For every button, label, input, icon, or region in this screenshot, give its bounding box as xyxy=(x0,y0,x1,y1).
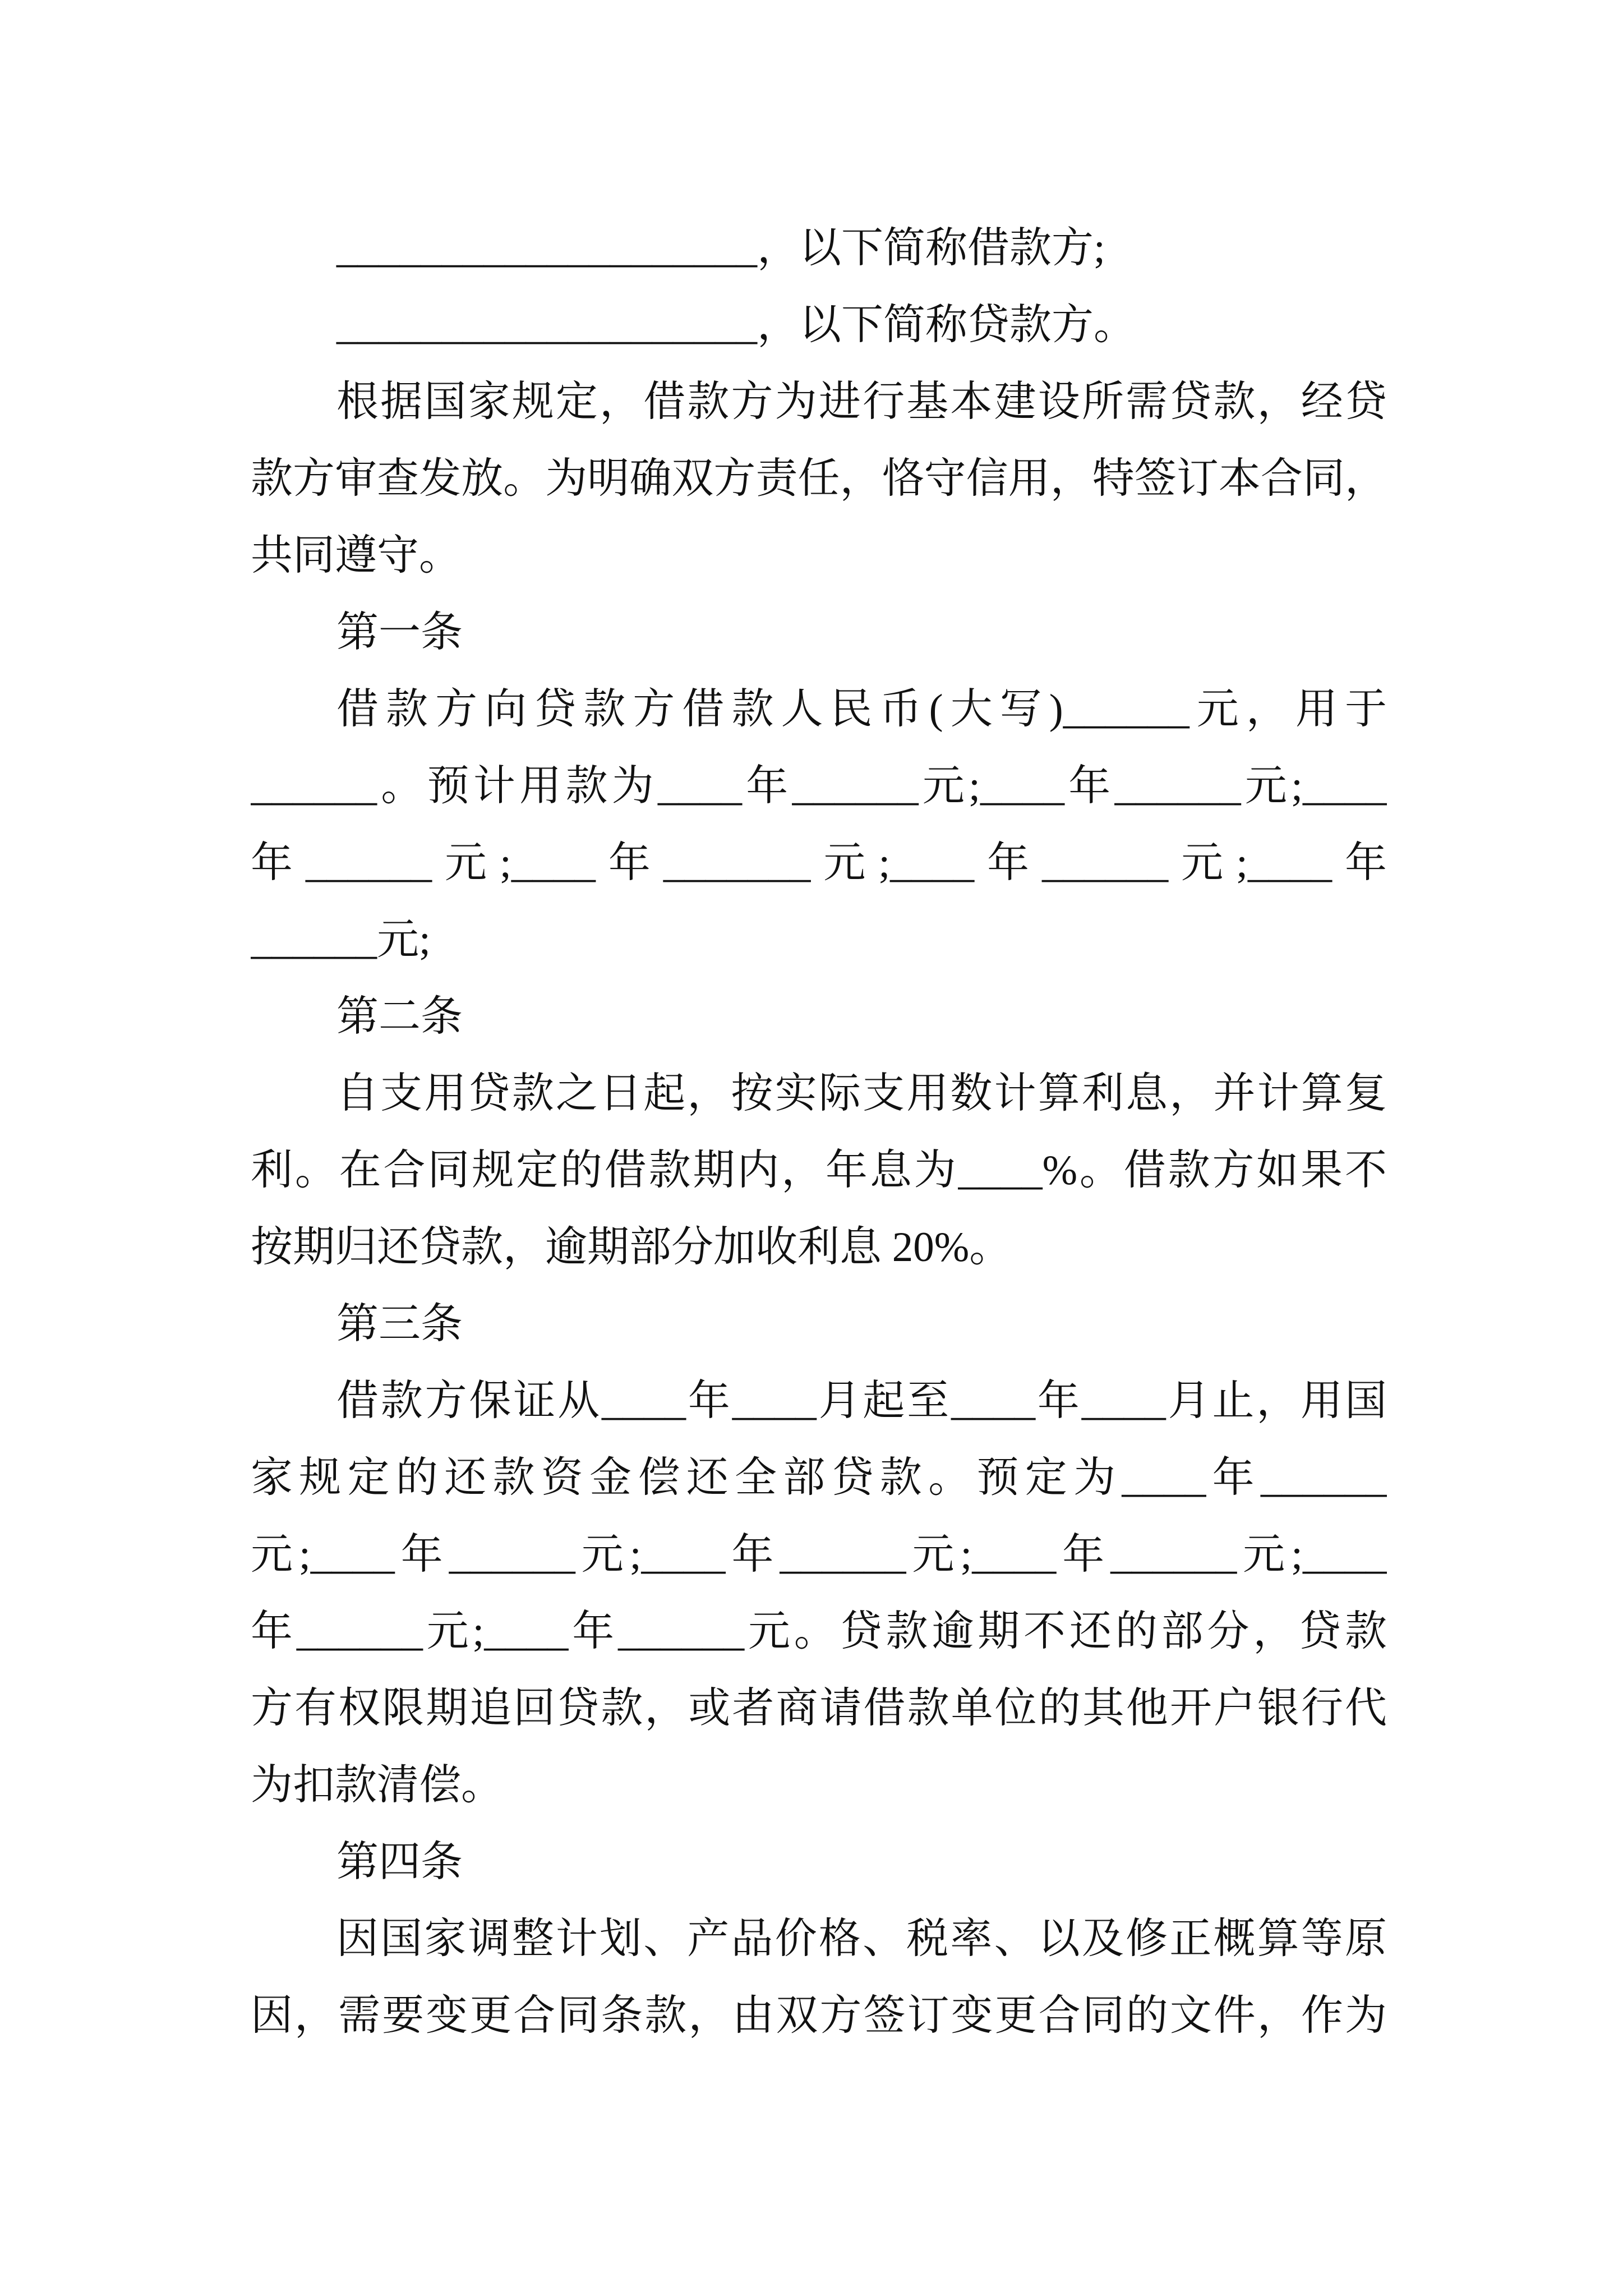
article-1-heading: 第一条 xyxy=(336,609,463,656)
article-line: 家规定的还款资金偿还全部贷款。预定为____年______ xyxy=(251,1455,1387,1501)
preamble-line: 根据国家规定，借款方为进行基本建设所需贷款，经贷 xyxy=(336,379,1387,425)
article-3-paragraph xyxy=(251,1363,1387,1824)
article-line: ______元; xyxy=(251,917,431,963)
article-line: 年______元;____年______元。贷款逾期不还的部分，贷款 xyxy=(251,1608,1387,1655)
article-line: 按期归还贷款，逾期部分加收利息 20%。 xyxy=(251,1224,1012,1271)
article-line: 自支用贷款之日起，按实际支用数计算利息，并计算复 xyxy=(336,1070,1387,1117)
article-line: ______。预计用款为____年______元;____年______元;____ xyxy=(251,763,1387,809)
preamble-line: 款方审查发放。为明确双方责任，恪守信用，特签订本合同， xyxy=(251,455,1387,502)
article-line: 年______元;____年_______元;____年______元;____年 xyxy=(251,840,1387,886)
article-line: 方有权限期追回贷款，或者商请借款单位的其他开户银行代 xyxy=(251,1685,1387,1732)
article-2-heading: 第二条 xyxy=(336,993,463,1040)
article-line: 为扣款清偿。 xyxy=(251,1762,504,1809)
preamble-paragraph xyxy=(251,364,1387,594)
article-3-heading: 第三条 xyxy=(336,1301,463,1347)
party-borrower-line: ____________________，以下简称借款方; xyxy=(336,225,1105,272)
article-line: 借款方保证从____年____月起至____年____月止，用国 xyxy=(336,1378,1387,1424)
article-line: 借款方向贷款方借款人民币(大写)______元，用于 xyxy=(336,686,1387,733)
article-1-paragraph xyxy=(251,671,1387,978)
article-line: 因，需要变更合同条款，由双方签订变更合同的文件，作为 xyxy=(251,1993,1387,2039)
article-line: 因国家调整计划、产品价格、税率、以及修正概算等原 xyxy=(336,1916,1387,1962)
article-4-paragraph xyxy=(251,1901,1387,2054)
party-lender-line: ____________________，以下简称贷款方。 xyxy=(336,302,1136,348)
article-line: 元;____年______元;____年______元;____年______元;____ xyxy=(251,1531,1387,1578)
article-line: 利。在合同规定的借款期内，年息为____%。借款方如果不 xyxy=(251,1147,1387,1194)
article-4-heading: 第四条 xyxy=(336,1839,463,1885)
contract-body xyxy=(251,210,1387,2054)
article-2-paragraph xyxy=(251,1055,1387,1286)
preamble-line: 共同遵守。 xyxy=(251,532,462,579)
